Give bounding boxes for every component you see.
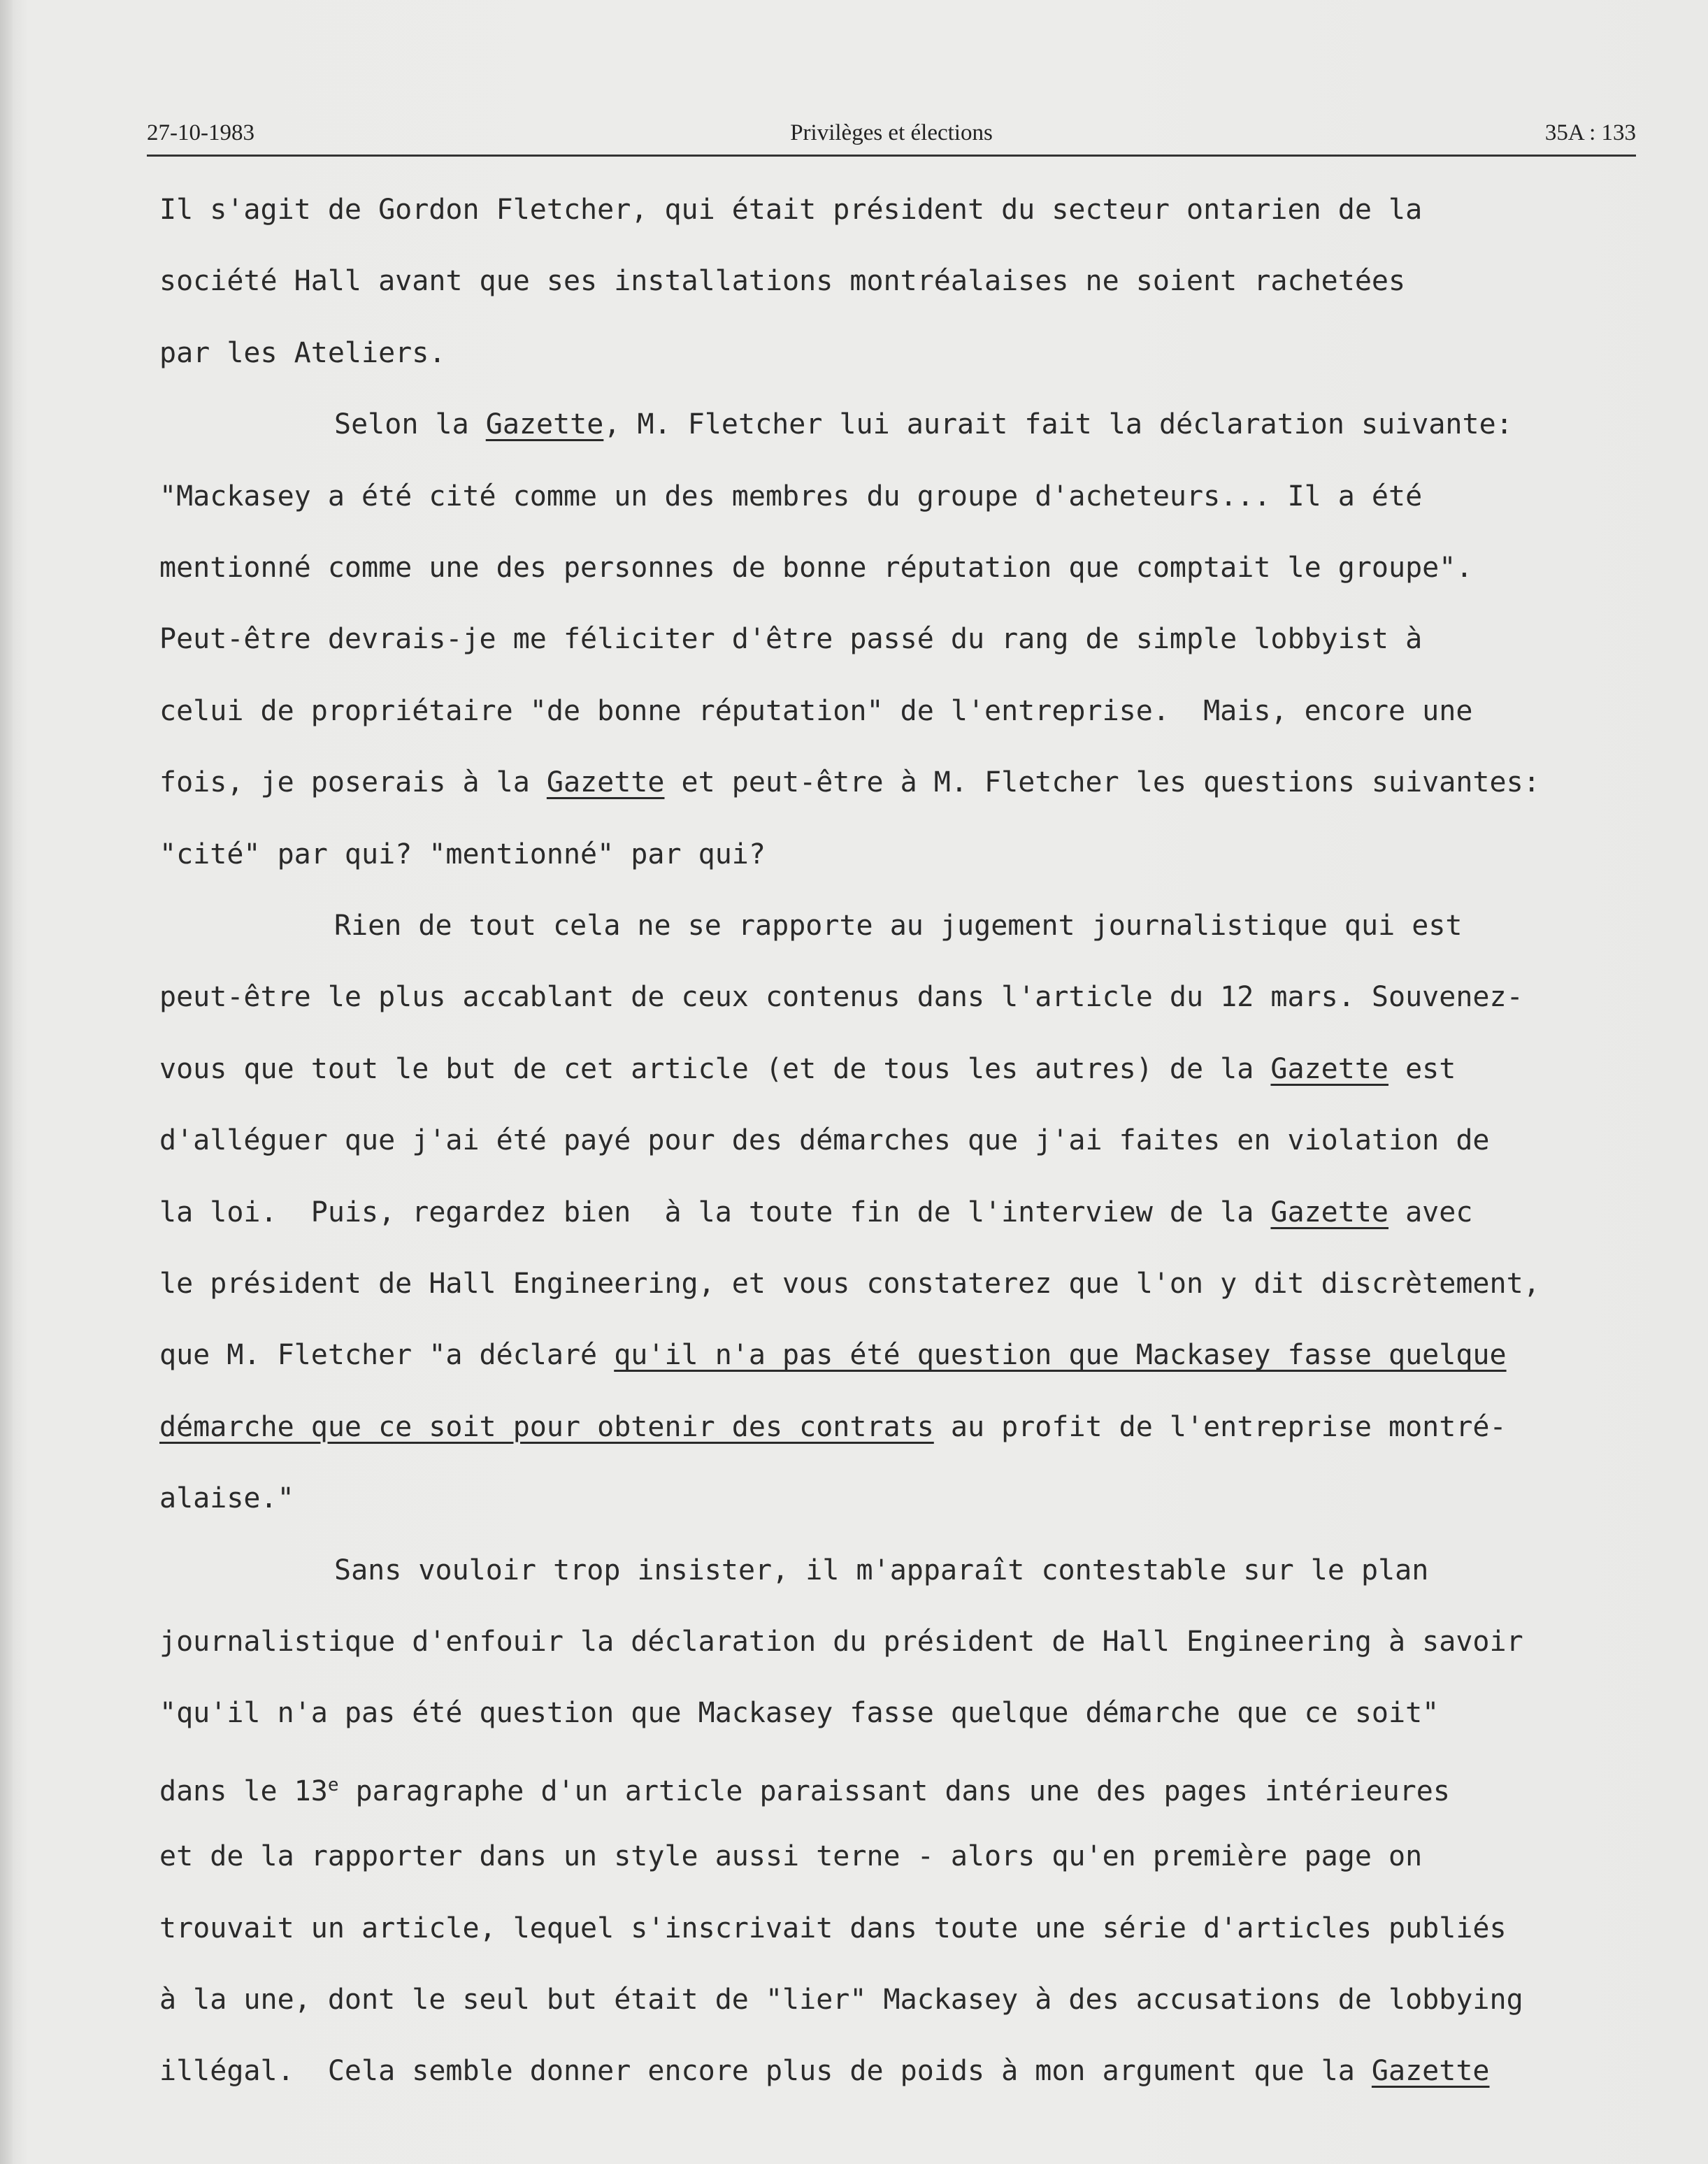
text-line — [159, 1048, 1456, 1090]
text-line — [159, 1764, 1450, 1812]
text-segment: dans le 13 — [159, 1775, 328, 1807]
underlined-text: Gazette — [485, 408, 604, 441]
text-segment: Il s'agit de Gordon Fletcher, qui était président du secteur ontarien de la — [159, 194, 1423, 226]
header-page-number: 35A : 133 — [1544, 120, 1636, 145]
text-segment: peut-être le plus accablant de ceux contenus dans l'article du 12 mars. Souvenez- — [159, 981, 1523, 1014]
underlined-text: démarche que ce soit pour obtenir des contrats — [159, 1410, 934, 1443]
text-line — [159, 2050, 1489, 2092]
underlined-text: Gazette — [546, 766, 665, 799]
underlined-text: Gazette — [1270, 1052, 1388, 1085]
text-line — [159, 332, 445, 374]
text-segment: , M. Fletcher lui aurait fait la déclaration suivante: — [603, 408, 1513, 441]
text-segment: vous que tout le but de cet article (et de tous les autres) de la — [159, 1052, 1271, 1085]
text-line — [159, 189, 1422, 231]
underlined-text: Gazette — [1270, 1196, 1388, 1228]
page-edge-shadow — [0, 0, 13, 2164]
text-line — [159, 976, 1523, 1018]
text-segment: avec — [1388, 1196, 1473, 1228]
underlined-text: Gazette — [1371, 2055, 1490, 2088]
text-line — [159, 1263, 1540, 1305]
text-segment: la loi. Puis, regardez bien à la toute fin de l'interview de la — [159, 1196, 1271, 1228]
text-line — [334, 403, 1513, 445]
header-date: 27-10-1983 — [147, 120, 254, 145]
text-segment: "cité" par qui? "mentionné" par qui? — [159, 838, 766, 870]
text-segment: mentionné comme une des personnes de bonne réputation que comptait le groupe". — [159, 552, 1473, 584]
text-line — [159, 690, 1472, 732]
text-segment: fois, je poserais à la — [159, 766, 547, 799]
header-rule — [147, 155, 1636, 157]
text-line — [159, 833, 766, 875]
text-segment: et de la rapporter dans un style aussi terne - alors qu'en première page on — [159, 1840, 1423, 1873]
text-segment: au profit de l'entreprise montré- — [933, 1410, 1507, 1443]
text-line — [159, 1692, 1439, 1734]
text-segment: d'alléguer que j'ai été payé pour des démarches que j'ai faites en violation de — [159, 1124, 1490, 1157]
text-line — [159, 618, 1422, 660]
text-segment: illégal. Cela semble donner encore plus de poids à mon argument que la — [159, 2055, 1372, 2088]
text-segment: Selon la — [334, 408, 486, 441]
text-segment: que M. Fletcher "a déclaré — [159, 1339, 615, 1372]
text-line — [159, 761, 1540, 803]
text-segment: et peut-être à M. Fletcher les questions suivantes: — [664, 766, 1540, 799]
text-segment: trouvait un article, lequel s'inscrivait dans toute une série d'articles publiés — [159, 1912, 1507, 1944]
text-line — [159, 1119, 1489, 1161]
text-line — [159, 1907, 1507, 1949]
text-line — [159, 1621, 1523, 1663]
text-segment: "qu'il n'a pas été question que Mackasey fasse quelque démarche que ce soit" — [159, 1697, 1440, 1730]
text-line — [159, 1334, 1507, 1376]
text-segment: Peut-être devrais-je me féliciter d'être passé du rang de simple lobbyist à — [159, 623, 1423, 656]
text-line — [334, 905, 1463, 947]
text-segment: celui de propriétaire "de bonne réputation" de l'entreprise. Mais, encore une — [159, 694, 1473, 727]
text-line — [159, 475, 1422, 517]
text-line — [159, 1191, 1472, 1233]
text-segment: "Mackasey a été cité comme un des membres du groupe d'acheteurs... Il a été — [159, 480, 1423, 513]
text-line — [159, 1835, 1422, 1877]
text-segment: paragraphe d'un article paraissant dans une des pages intérieures — [338, 1775, 1450, 1807]
header-title: Privilèges et élections — [790, 120, 993, 145]
underlined-text: qu'il n'a pas été question que Mackasey fasse quelque — [614, 1339, 1507, 1372]
text-segment: société Hall avant que ses installations montréalaises ne soient rachetées — [159, 265, 1406, 298]
text-line — [159, 547, 1472, 589]
text-segment: journalistique d'enfouir la déclaration du président de Hall Engineering à savoir — [159, 1626, 1523, 1658]
text-line — [159, 1406, 1507, 1448]
text-segment: alaise." — [159, 1482, 294, 1515]
text-segment: le président de Hall Engineering, et vous constaterez que l'on y dit discrètement, — [159, 1268, 1540, 1300]
text-line — [159, 260, 1405, 302]
text-segment: par les Ateliers. — [159, 336, 446, 369]
text-segment: est — [1388, 1052, 1456, 1085]
page-header — [147, 120, 1636, 154]
text-segment: Sans vouloir trop insister, il m'apparaît contestable sur le plan — [334, 1554, 1429, 1586]
text-segment: Rien de tout cela ne se rapporte au jugement journalistique qui est — [334, 910, 1463, 942]
text-line — [159, 1979, 1523, 2021]
text-segment: à la une, dont le seul but était de "lier" Mackasey à des accusations de lobbying — [159, 1984, 1523, 2016]
text-line — [334, 1549, 1428, 1591]
superscript-text: e — [327, 1774, 339, 1796]
text-line — [159, 1477, 294, 1519]
